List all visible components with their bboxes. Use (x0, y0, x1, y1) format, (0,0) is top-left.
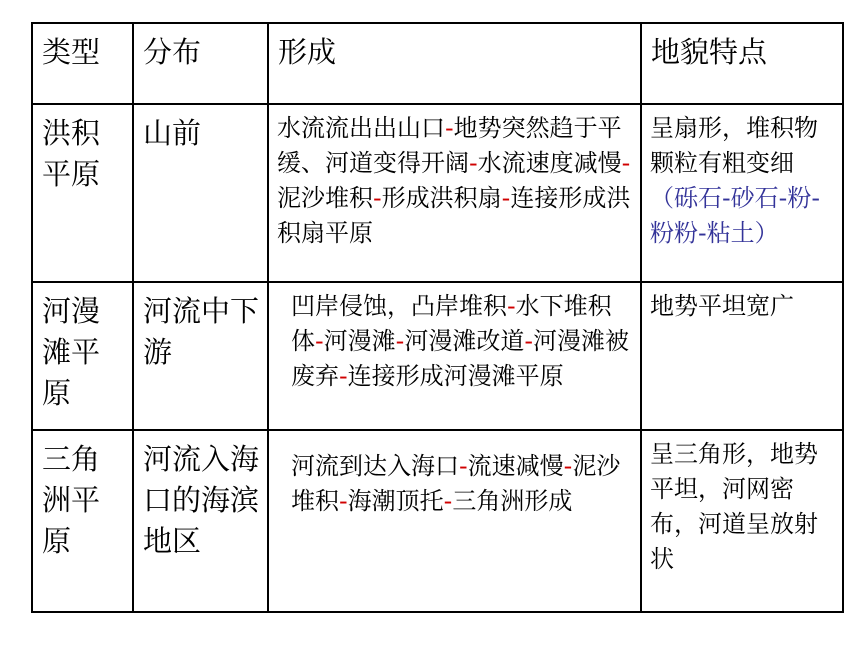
formation-step: 河漫滩被废弃 (291, 327, 630, 390)
formation-separator: - (315, 327, 324, 355)
table-row (32, 104, 843, 282)
row-features (641, 104, 843, 282)
row-formation (268, 430, 641, 612)
table-row (32, 282, 843, 430)
formation-separator: - (443, 487, 453, 515)
formation-step: 形成洪积扇 (381, 184, 502, 212)
formation-separator: - (339, 362, 348, 390)
formation-step: 三角洲形成 (452, 487, 573, 515)
features-note: （砾石-砂石-粉-粉粉-粘土） (650, 184, 820, 247)
formation-step: 连接形成河漫滩平原 (347, 362, 564, 390)
formation-step: 水流流出出山口 (277, 114, 445, 142)
formation-separator: - (524, 327, 534, 355)
row-type: 河漫滩平原 (32, 282, 133, 430)
formation-step: 海潮顶托 (347, 487, 444, 515)
row-distribution: 河流入海口的海滨地区 (133, 430, 268, 612)
row-formation (268, 104, 641, 282)
formation-step: 河漫滩改道 (404, 327, 525, 355)
formation-step: 河漫滩 (323, 327, 396, 355)
formation-step: 河流到达入海口 (291, 452, 459, 480)
formation-separator: - (339, 487, 348, 515)
formation-separator: - (445, 114, 454, 142)
formation-step: 水流速度减慢 (477, 149, 622, 177)
formation-separator: - (373, 184, 382, 212)
formation-separator: - (501, 184, 511, 212)
formation-separator: - (459, 452, 468, 480)
landform-table (31, 22, 844, 613)
formation-separator: - (507, 292, 516, 320)
header-formation: 形成 (268, 23, 641, 104)
header-type: 类型 (32, 23, 133, 104)
header-features: 地貌特点 (641, 23, 843, 104)
row-formation (268, 282, 641, 430)
row-distribution: 山前 (133, 104, 268, 282)
formation-step: 流速减慢 (467, 452, 564, 480)
formation-step: 水下堆积体 (291, 292, 612, 355)
formation-step: 凹岸侵蚀，凸岸堆积 (291, 292, 507, 320)
header-distribution: 分布 (133, 23, 268, 104)
row-features: 地势平坦宽广 (641, 282, 843, 430)
row-features: 呈三角形，地势平坦，河网密布，河道呈放射状 (641, 430, 843, 612)
formation-separator: - (469, 149, 478, 177)
formation-separator: - (621, 149, 631, 177)
formation-separator: - (395, 327, 405, 355)
row-type: 三角洲平原 (32, 430, 133, 612)
row-distribution: 河流中下游 (133, 282, 268, 430)
formation-step: 连接形成洪积扇平原 (277, 184, 631, 247)
formation-step: 泥沙堆积 (277, 184, 373, 212)
formation-step: 地势突然趋于平缓、河道变得开阔 (277, 114, 622, 177)
formation-step: 泥沙堆积 (291, 452, 621, 515)
features-text: 呈扇形，堆积物颗粒有粗变细 (650, 114, 818, 177)
row-type: 洪积平原 (32, 104, 133, 282)
table-row (32, 430, 843, 612)
header-row (32, 23, 843, 104)
formation-separator: - (563, 452, 573, 480)
